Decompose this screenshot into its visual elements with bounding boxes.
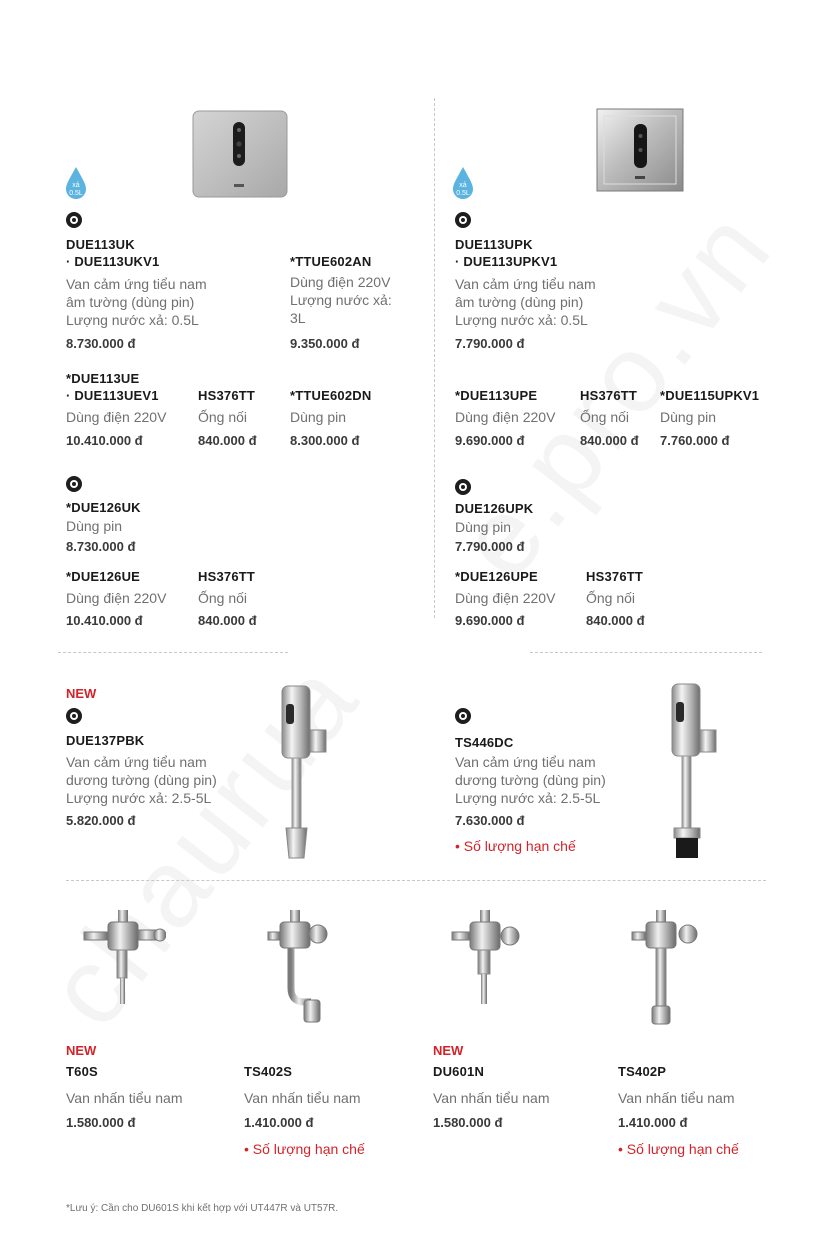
product-price: 10.410.000 đ — [66, 613, 143, 628]
product-code: *DUE113UPE — [455, 388, 538, 403]
product-code: DUE126UPK — [455, 501, 534, 516]
product-desc-line: âm tường (dùng pin) — [455, 294, 584, 310]
product-code: *DUE126UK — [66, 500, 141, 515]
product-price: 1.580.000 đ — [66, 1115, 136, 1130]
product-code: DU601N — [433, 1064, 485, 1079]
product-desc-line: Lượng nước xả: 2.5-5L — [66, 790, 212, 806]
product-price: 10.410.000 đ — [66, 433, 143, 448]
product-desc-line: Dùng pin — [660, 409, 717, 425]
limited-stock-note: • Số lượng hạn chế — [455, 838, 576, 854]
product-desc-line: Van nhấn tiểu nam — [244, 1090, 361, 1106]
product-price: 8.730.000 đ — [66, 539, 136, 554]
product-price: 7.790.000 đ — [455, 539, 525, 554]
product-price: 9.690.000 đ — [455, 613, 525, 628]
product-code: T60S — [66, 1064, 98, 1079]
product-price: 8.730.000 đ — [66, 336, 136, 351]
vertical-divider — [434, 98, 435, 618]
sensor-icon — [66, 476, 82, 492]
water-drop-label: xả 0.5L — [456, 182, 470, 197]
product-desc-line: Ống nối — [586, 590, 636, 606]
divider-middle-right — [530, 652, 762, 653]
product-price: 840.000 đ — [198, 613, 257, 628]
product-desc-line: Dùng điện 220V — [455, 590, 556, 606]
divider-bottom — [66, 880, 766, 881]
product-desc-line: Dùng điện 220V — [290, 274, 391, 290]
sensor-icon — [455, 708, 471, 724]
product-desc-line: Dùng điện 220V — [455, 409, 556, 425]
divider-middle-left — [58, 652, 288, 653]
product-desc-line: dương tường (dùng pin) — [66, 772, 217, 788]
product-image-ts446dc — [660, 682, 724, 864]
product-price: 1.580.000 đ — [433, 1115, 503, 1130]
product-code-variant: · DUE113UEV1 — [66, 388, 159, 403]
product-price: 840.000 đ — [580, 433, 639, 448]
limited-stock-note: • Số lượng hạn chế — [618, 1141, 739, 1157]
sensor-icon — [455, 479, 471, 495]
product-desc-line: Lượng nước xả: 2.5-5L — [455, 790, 601, 806]
product-desc-line: Van nhấn tiểu nam — [66, 1090, 183, 1106]
product-desc-line: Van nhấn tiểu nam — [618, 1090, 735, 1106]
product-desc-line: Ống nối — [580, 409, 630, 425]
product-image-due113uk — [190, 108, 290, 200]
product-desc-line: Van cảm ứng tiểu nam — [66, 754, 207, 770]
product-code: DUE137PBK — [66, 733, 145, 748]
product-desc-line: Lượng nước xả: 0.5L — [66, 312, 199, 328]
product-desc-line: Dùng điện 220V — [66, 409, 167, 425]
product-price: 1.410.000 đ — [244, 1115, 314, 1130]
product-desc-line: Van cảm ứng tiểu nam — [455, 754, 596, 770]
product-desc-line: âm tường (dùng pin) — [66, 294, 195, 310]
product-code: *DUE115UPKV1 — [660, 388, 760, 403]
product-code-variant: · DUE113UKV1 — [66, 254, 160, 269]
product-code: HS376TT — [586, 569, 644, 584]
product-price: 7.790.000 đ — [455, 336, 525, 351]
product-desc-line: Van nhấn tiểu nam — [433, 1090, 550, 1106]
product-desc-line: dương tường (dùng pin) — [455, 772, 606, 788]
water-drop-label: xả 0.5L — [69, 182, 83, 197]
product-desc-line: Dùng điện 220V — [66, 590, 167, 606]
new-badge: NEW — [66, 1043, 97, 1058]
product-image-t60s — [82, 908, 166, 1028]
new-badge: NEW — [66, 686, 97, 701]
product-code: DUE113UK — [66, 237, 135, 252]
product-price: 840.000 đ — [198, 433, 257, 448]
product-price: 7.630.000 đ — [455, 813, 525, 828]
product-price: 8.300.000 đ — [290, 433, 360, 448]
product-code: *DUE126UPE — [455, 569, 538, 584]
product-desc-line: Van cảm ứng tiểu nam — [455, 276, 596, 292]
product-code: HS376TT — [580, 388, 638, 403]
product-price: 7.760.000 đ — [660, 433, 730, 448]
product-code: *DUE113UE — [66, 371, 140, 386]
sensor-icon — [66, 212, 82, 228]
new-badge: NEW — [433, 1043, 464, 1058]
sensor-icon — [455, 212, 471, 228]
product-image-ts402p — [626, 908, 706, 1030]
product-image-ts402s — [264, 908, 332, 1030]
product-desc-line: Ống nối — [198, 590, 248, 606]
product-image-du601n — [444, 908, 524, 1006]
product-price: 9.350.000 đ — [290, 336, 360, 351]
product-desc-line: 3L — [290, 310, 306, 326]
product-code-variant: · DUE113UPKV1 — [455, 254, 558, 269]
product-desc-line: Dùng pin — [66, 518, 123, 534]
product-desc-line: Dùng pin — [455, 519, 512, 535]
product-code: HS376TT — [198, 388, 256, 403]
product-desc-line: Lượng nước xả: — [290, 292, 392, 308]
product-image-due137pbk — [268, 684, 332, 862]
product-code: DUE113UPK — [455, 237, 533, 252]
product-code: TS402P — [618, 1064, 667, 1079]
product-price: 1.410.000 đ — [618, 1115, 688, 1130]
product-code: *DUE126UE — [66, 569, 141, 584]
product-desc-line: Lượng nước xả: 0.5L — [455, 312, 588, 328]
product-code: *TTUE602AN — [290, 254, 372, 269]
product-code: TS402S — [244, 1064, 293, 1079]
product-desc-line: Dùng pin — [290, 409, 347, 425]
product-price: 840.000 đ — [586, 613, 645, 628]
product-desc-line: Ống nối — [198, 409, 248, 425]
product-code: *TTUE602DN — [290, 388, 372, 403]
product-price: 9.690.000 đ — [455, 433, 525, 448]
product-code: HS376TT — [198, 569, 256, 584]
footnote: *Lưu ý: Cần cho DU601S khi kết hợp với UT447R và UT57R. — [66, 1203, 339, 1214]
sensor-icon — [66, 708, 82, 724]
limited-stock-note: • Số lượng hạn chế — [244, 1141, 365, 1157]
product-price: 5.820.000 đ — [66, 813, 136, 828]
product-image-due113upk — [594, 106, 686, 194]
product-desc-line: Van cảm ứng tiểu nam — [66, 276, 207, 292]
product-code: TS446DC — [455, 735, 514, 750]
